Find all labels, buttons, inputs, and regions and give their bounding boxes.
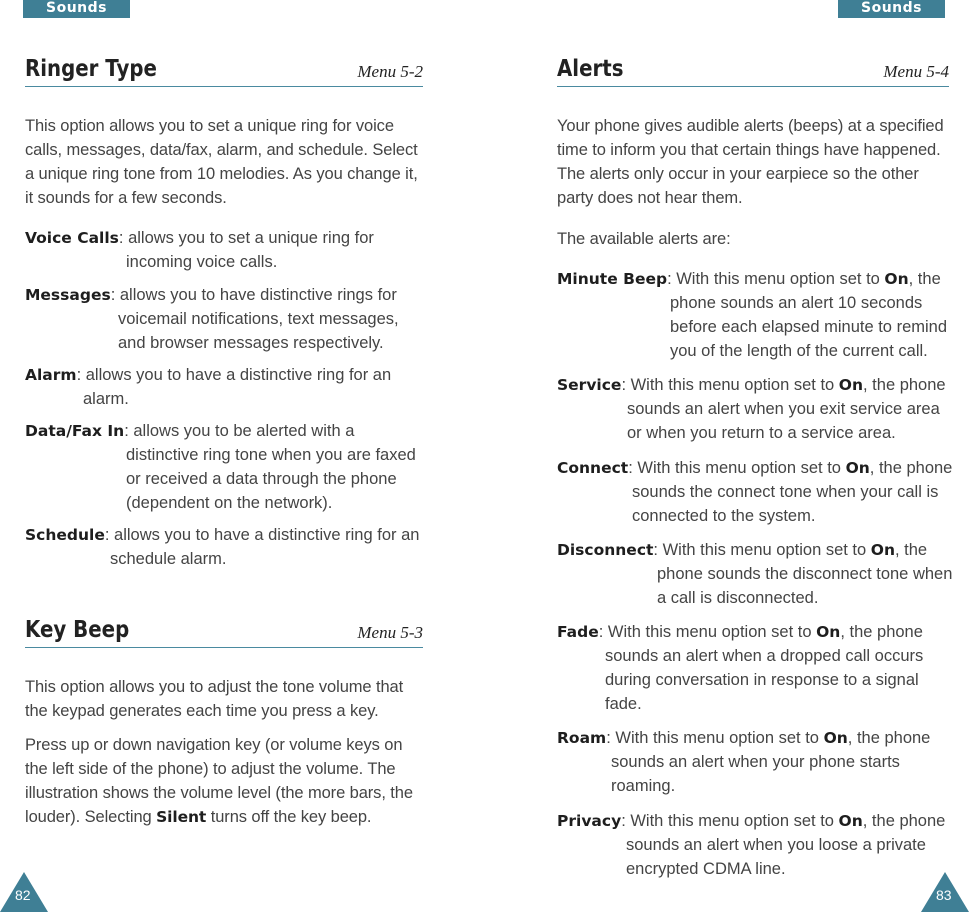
ringer-type-header (25, 56, 423, 87)
alerts-available-label: The available alerts are: (557, 230, 731, 248)
key-beep-menu-ref: Menu 5-3 (357, 623, 423, 642)
key-beep-para-2: Press up or down navigation key (or volume keys on the left side of the phone) to adjust the volume. The illustration shows the volume level (the more bars, the louder). Selecting Silent turns off the key beep. (25, 736, 413, 826)
alerts-title: Alerts (557, 56, 624, 82)
ringer-item-data-fax-in: Data/Fax In: allows you to be alerted with a distinctive ring tone when you are faxed or received a data through the phone (dependent on the network). (25, 422, 416, 512)
alert-item-connect: Connect: With this menu option set to On, the phone sounds the connect tone when your call is connected to the system. (557, 459, 953, 525)
key-beep-header (25, 617, 423, 648)
ringer-item-voice-calls: Voice Calls: allows you to set a unique ring for incoming voice calls. (25, 229, 374, 271)
ringer-item-messages: Messages: allows you to have distinctive rings for voicemail notifications, text messages, and browser messages respectively. (25, 286, 399, 352)
ringer-type-menu-ref: Menu 5-2 (357, 62, 423, 81)
alert-item-roam: Roam: With this menu option set to On, the phone sounds an alert when your phone starts roaming. (557, 729, 931, 795)
alert-item-disconnect: Disconnect: With this menu option set to On, the phone sounds the disconnect tone when a call is disconnected. (557, 541, 953, 607)
alert-item-service: Service: With this menu option set to On, the phone sounds an alert when you exit service area or when you return to a service area. (557, 376, 946, 442)
alerts-header (557, 56, 949, 87)
page-number-right: 83 (936, 887, 952, 903)
ringer-item-alarm: Alarm: allows you to have a distinctive ring for an alarm. (25, 366, 392, 408)
alert-item-fade: Fade: With this menu option set to On, the phone sounds an alert when a dropped call occurs during conversation in response to a signal fade. (557, 623, 924, 713)
section-tab-right: Sounds (838, 0, 945, 18)
key-beep-para-1: This option allows you to adjust the tone volume that the keypad generates each time you press a key. (25, 678, 404, 720)
ringer-type-intro: This option allows you to set a unique ring for voice calls, messages, data/fax, alarm, and schedule. Select a unique ring tone from 10 melodies. As you change it, it sounds for a few seconds. (25, 117, 418, 207)
key-beep-title: Key Beep (25, 617, 130, 643)
alerts-intro: Your phone gives audible alerts (beeps) at a specified time to inform you that certain things have happened. The alerts only occur in your earpiece so the other party does not hear them. (557, 117, 944, 207)
alerts-menu-ref: Menu 5-4 (883, 62, 949, 81)
section-tab-left: Sounds (23, 0, 130, 18)
ringer-item-schedule: Schedule: allows you to have a distinctive ring for an schedule alarm. (25, 526, 420, 568)
alert-item-privacy: Privacy: With this menu option set to On, the phone sounds an alert when you loose a private encrypted CDMA line. (557, 812, 946, 878)
alert-item-minute-beep: Minute Beep: With this menu option set to On, the phone sounds an alert 10 seconds before each elapsed minute to remind you of the length of the current call. (557, 270, 948, 360)
page-number-left: 82 (15, 887, 31, 903)
ringer-type-title: Ringer Type (25, 56, 157, 82)
